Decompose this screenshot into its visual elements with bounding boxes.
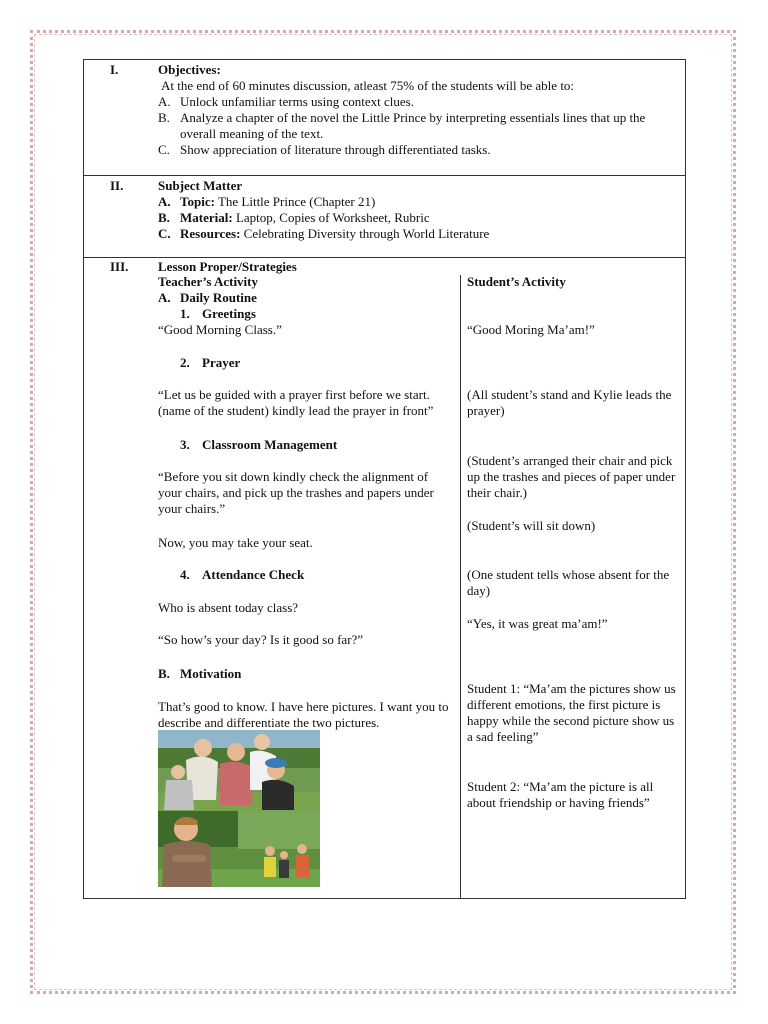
section-number: III. bbox=[110, 259, 129, 274]
subject-item-material: B. Material: Laptop, Copies of Worksheet, Rubric bbox=[158, 210, 430, 225]
motivation-heading: B. Motivation bbox=[158, 666, 242, 681]
teacher-motivation: That’s good to know. I have here pictures. I want you to describe and differentiate the two pictures. bbox=[158, 699, 449, 730]
happy-friends-picture bbox=[158, 730, 320, 811]
attendance-heading: 4. Attendance Check bbox=[180, 567, 305, 582]
teacher-day-question: “So how’s your day? Is it good so far?” bbox=[158, 632, 364, 647]
student-activity-heading: Student’s Activity bbox=[467, 274, 566, 289]
subject-item-resources: C. Resources: Celebrating Diversity through World Literature bbox=[158, 226, 490, 241]
objectives-title: Objectives: bbox=[158, 62, 221, 77]
prayer-heading: 2. Prayer bbox=[180, 355, 241, 370]
student-1-answer: Student 1: “Ma’am the pictures show us different emotions, the first picture is happy while the second picture show us a sad feeling” bbox=[467, 681, 676, 744]
objective-item: A. Unlock unfamiliar terms using context clues. bbox=[158, 94, 414, 109]
objectives-section bbox=[84, 60, 685, 176]
lesson-plan-table bbox=[83, 59, 686, 899]
teacher-activity-heading: Teacher’s Activity bbox=[158, 274, 259, 289]
subject-matter-title: Subject Matter bbox=[158, 178, 243, 193]
objective-item: C. Show appreciation of literature through differentiated tasks. bbox=[158, 142, 491, 157]
student-classroom-management: (Student’s arranged their chair and pick up the trashes and pieces of paper under their chair.) bbox=[467, 453, 676, 500]
student-day-answer: “Yes, it was great ma’am!” bbox=[467, 616, 608, 631]
section-number: I. bbox=[110, 62, 119, 77]
teacher-classroom-management: “Before you sit down kindly check the alignment of your chairs, and pick up the trashes and papers under your chairs.” bbox=[158, 469, 434, 516]
student-2-answer: Student 2: “Ma’am the picture is all about friendship or having friends” bbox=[467, 779, 654, 810]
teacher-prayer: “Let us be guided with a prayer first before we start. (name of the student) kindly lead the prayer in front” bbox=[158, 387, 434, 418]
greetings-heading: 1. Greetings bbox=[180, 306, 256, 321]
lesson-title: Lesson Proper/Strategies bbox=[158, 259, 297, 274]
subject-matter-section bbox=[84, 176, 685, 258]
objectives-intro: At the end of 60 minutes discussion, atleast 75% of the students will be able to: bbox=[161, 78, 575, 93]
student-greeting: “Good Moring Ma’am!” bbox=[467, 322, 595, 337]
subject-item-topic: A. Topic: The Little Prince (Chapter 21) bbox=[158, 194, 376, 209]
teacher-absent-question: Who is absent today class? bbox=[158, 600, 299, 615]
daily-routine-heading: A. Daily Routine bbox=[158, 290, 257, 305]
student-prayer: (All student’s stand and Kylie leads the prayer) bbox=[467, 387, 672, 418]
teacher-take-seat: Now, you may take your seat. bbox=[158, 535, 313, 550]
classroom-management-heading: 3. Classroom Management bbox=[180, 437, 338, 452]
section-number: II. bbox=[110, 178, 124, 193]
teacher-greeting: “Good Morning Class.” bbox=[158, 322, 282, 337]
student-absent-answer: (One student tells whose absent for the day) bbox=[467, 567, 670, 598]
sad-boy-picture bbox=[158, 811, 320, 887]
objective-item: B. Analyze a chapter of the novel the Little Prince by interpreting essentials lines that up the overall meaning of the text. bbox=[158, 110, 646, 141]
lesson-proper-section bbox=[84, 258, 685, 898]
student-sit-down: (Student’s will sit down) bbox=[467, 518, 596, 533]
